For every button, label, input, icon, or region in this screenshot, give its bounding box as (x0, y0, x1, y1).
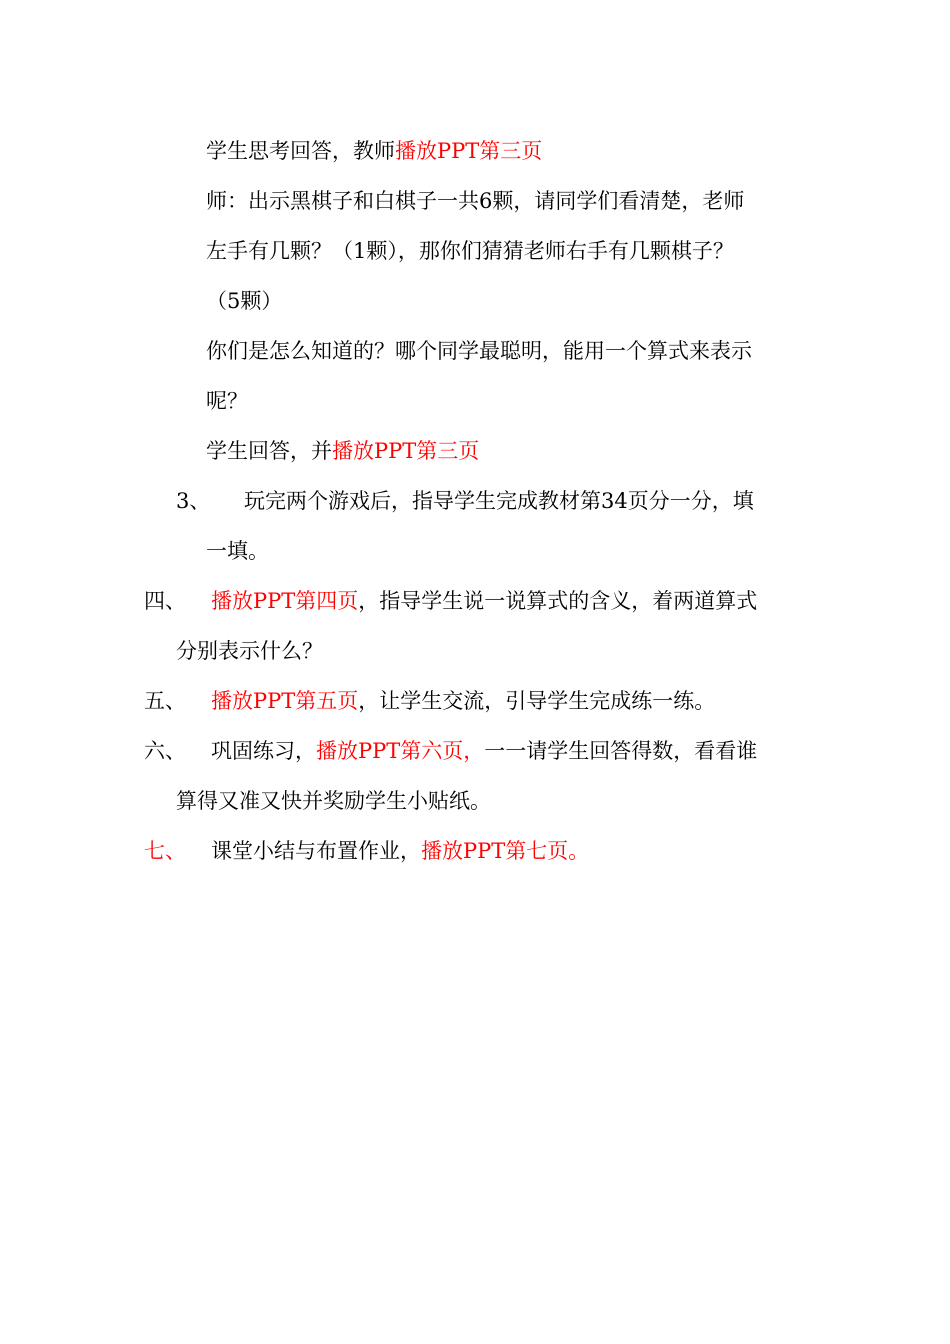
text-span: 玩完两个游戏后，指导学生完成教材第34页分一分，填 (244, 489, 754, 513)
paragraph-line (244, 487, 754, 515)
paragraph-line (206, 137, 542, 165)
text-span: 学生思考回答，教师 (206, 139, 395, 163)
text-span: 师：出示黑棋子和白棋子一共6颗，请同学们看清楚，老师 (206, 189, 745, 213)
highlight-text: 播放PPT第七页。 (421, 839, 590, 863)
paragraph-line (211, 587, 757, 615)
text-span: 你们是怎么知道的？哪个同学最聪明，能用一个算式来表示 (206, 339, 752, 363)
paragraph-line (176, 787, 491, 815)
text-span: （5颗） (206, 289, 283, 313)
paragraph-line (176, 637, 323, 665)
text-span: ，指导学生说一说算式的含义，着两道算式 (358, 589, 758, 613)
text-span: 一一请学生回答得数，看看谁 (484, 739, 758, 763)
list-marker: 3、 (176, 489, 211, 513)
section-marker: 七、 (144, 839, 186, 863)
section-marker: 四、 (144, 589, 186, 613)
text-span: 左手有几颗？（1颗），那你们猜猜老师右手有几颗棋子？ (206, 239, 734, 263)
text-span: 一填。 (206, 539, 269, 563)
section-marker: 五、 (144, 689, 186, 713)
paragraph-line (206, 337, 752, 365)
paragraph-line (206, 237, 734, 265)
highlight-text: 播放PPT第四页 (211, 589, 359, 613)
section-marker: 六、 (144, 739, 186, 763)
highlight-text: 播放PPT第五页 (211, 689, 359, 713)
text-span: 学生回答，并 (206, 439, 332, 463)
text-span: 分别表示什么？ (176, 639, 323, 663)
paragraph-line (206, 387, 248, 415)
text-span: 课堂小结与布置作业， (211, 839, 421, 863)
text-span: ，让学生交流，引导学生完成练一练。 (358, 689, 716, 713)
text-span: 算得又准又快并奖励学生小贴纸。 (176, 789, 491, 813)
highlight-text: 播放PPT第三页 (395, 139, 543, 163)
highlight-text: 播放PPT第三页 (332, 439, 480, 463)
text-span: 呢？ (206, 389, 248, 413)
paragraph-line (211, 687, 715, 715)
paragraph-line (211, 737, 757, 765)
paragraph-line (206, 537, 269, 565)
paragraph-line (206, 437, 479, 465)
paragraph-line (206, 287, 282, 315)
highlight-text: 播放PPT第六页， (316, 739, 485, 763)
paragraph-line (206, 187, 744, 215)
text-span: 巩固练习， (211, 739, 316, 763)
paragraph-line (211, 837, 589, 865)
